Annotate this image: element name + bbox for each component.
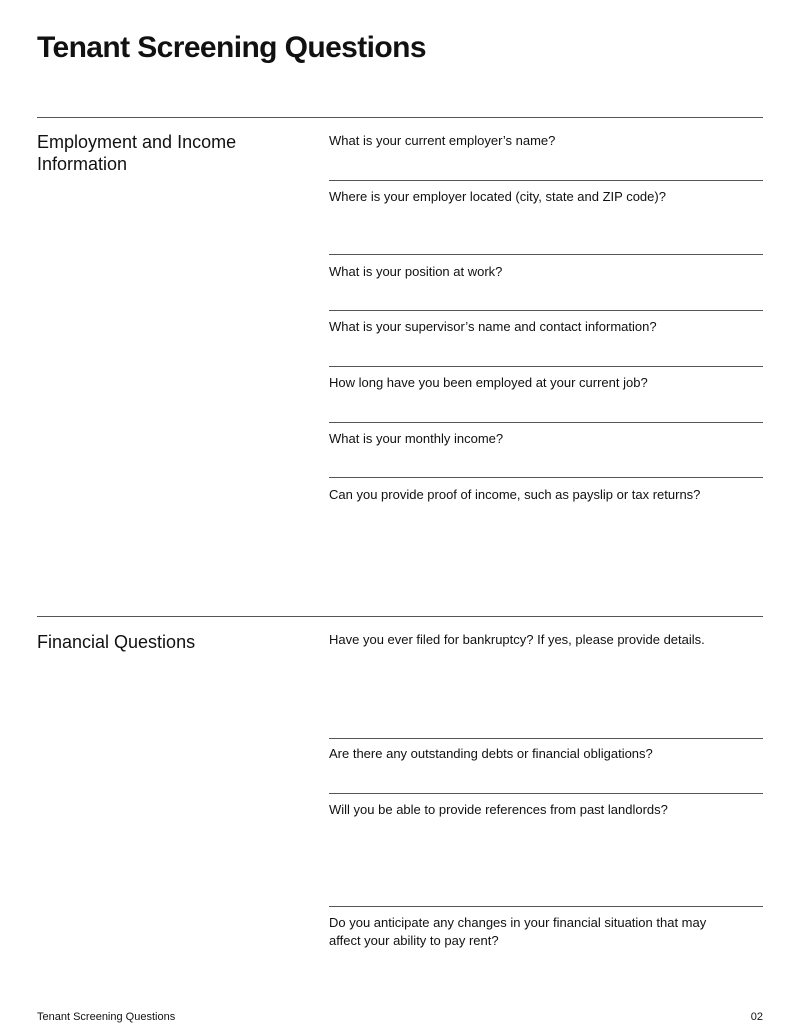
answer-line[interactable] <box>329 366 763 367</box>
question-monthly-income: What is your monthly income? <box>329 431 504 446</box>
footer-page-number: 02 <box>750 1011 763 1023</box>
answer-line[interactable] <box>329 310 763 311</box>
question-landlord-references: Will you be able to provide references from past landlords? <box>329 802 668 817</box>
question-outstanding-debts: Are there any outstanding debts or financial obligations? <box>329 746 653 761</box>
question-employer-name: What is your current employer’s name? <box>329 133 556 148</box>
question-proof-of-income: Can you provide proof of income, such as payslip or tax returns? <box>329 487 701 502</box>
question-employment-length: How long have you been employed at your current job? <box>329 375 648 390</box>
question-bankruptcy: Have you ever filed for bankruptcy? If yes, please provide details. <box>329 632 705 647</box>
question-financial-changes: Do you anticipate any changes in your financial situation that may affect your ability to pay rent? <box>329 915 707 948</box>
answer-line[interactable] <box>329 793 763 794</box>
answer-line[interactable] <box>329 254 763 255</box>
question-supervisor: What is your supervisor’s name and contact information? <box>329 319 657 334</box>
section-divider <box>37 117 763 118</box>
page-title: Tenant Screening Questions <box>37 31 426 64</box>
question-position: What is your position at work? <box>329 264 503 279</box>
answer-line[interactable] <box>329 738 763 739</box>
answer-line[interactable] <box>329 906 763 907</box>
answer-line[interactable] <box>329 180 763 181</box>
section-label-financial: Financial Questions <box>37 632 196 652</box>
footer-doc-title: Tenant Screening Questions <box>37 1011 176 1023</box>
answer-line[interactable] <box>329 477 763 478</box>
section-divider <box>37 616 763 617</box>
question-employer-location: Where is your employer located (city, state and ZIP code)? <box>329 189 666 204</box>
answer-line[interactable] <box>329 422 763 423</box>
section-label-employment: Employment and Income Information <box>37 132 237 174</box>
